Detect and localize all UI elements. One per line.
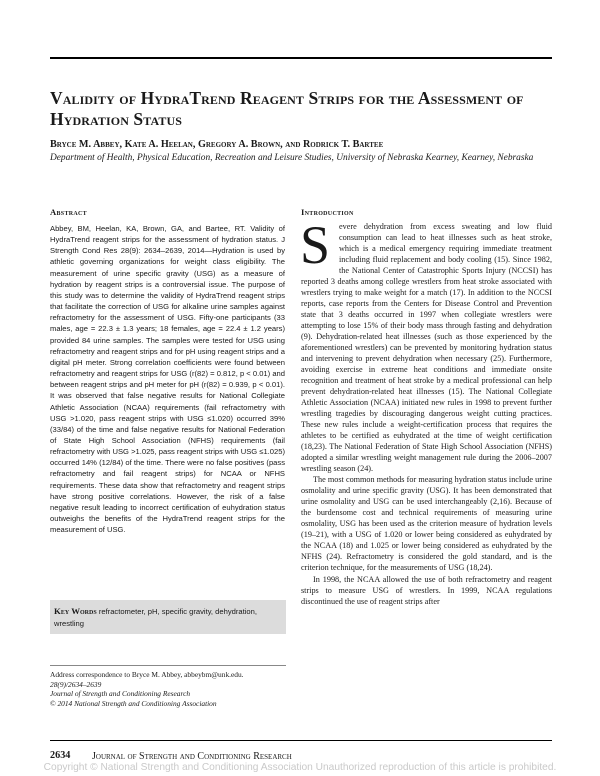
footer-journal: Journal of Strength and Conditioning Research — [92, 751, 292, 762]
header-rule — [50, 57, 552, 59]
introduction-body — [301, 221, 552, 607]
article-title: Validity of HydraTrend Reagent Strips for the Assessment of Hydration Status — [50, 88, 524, 129]
copyright-line: © 2014 National Strength and Conditioning Association — [50, 698, 217, 708]
copyright-watermark: Copyright © National Strength and Conditioning Association Unauthorized reproduction of this article is prohibited. — [43, 762, 557, 773]
abstract-heading: Abstract — [50, 207, 87, 217]
page-number: 2634 — [50, 750, 71, 761]
intro-paragraph-1 — [301, 221, 552, 474]
drop-cap: S — [300, 215, 331, 275]
citation: 28(9)/2634–2639 — [50, 679, 102, 689]
footnote-rule — [50, 665, 286, 666]
intro-paragraph-2: The most common methods for measuring hydration status include urine osmolality and urine specific gravity (USG). It has been demonstrated that urine osmolality and USG can be used interchangeably (2,16). Because of the burdensome cost and technical requirements of measuring urine osmolality, USG has been used as the criterion measure of hydration levels (19–21), with a USG of 1.020 or lower being considered as euhydrated by the NCAA (18) and 1.025 or lower being considered as euhydrated by the NFHS (24). Refractometry is considered the gold standard, and is the criterion technique, for the measurements of USG (18,24). — [301, 475, 552, 573]
correspondence-address: Address correspondence to Bryce M. Abbey, abbeybm@unk.edu. — [50, 670, 244, 679]
abstract-text: Abbey, BM, Heelan, KA, Brown, GA, and Bartee, RT. Validity of HydraTrend reagent strips for the assessment of hydration status. J Strength Cond Res 28(9): 2634–2639, 2014—Hydration is used by athletic governing organizations for weight class eligibility. The measurement of urine specific gravity (USG) as a measure of hydration by reagent strips is a controversial issue. The purpose of this study was to determine the validity of HydraTrend reagent strips that facilitate the correction of USG for alkaline urine samples against refractometry for the assessment of USG. Fifty-one participants (33 males, age = 22.3 ± 1.3 years; 18 females, age = 22.4 ± 1.2 years) provided 84 urine samples. The samples were tested for USG using refractometry and reagent strips and for pH using reagent strips and a digital pH meter. Strong correlation coefficients were found between refractometry and reagent strips for USG (r(82) = 0.812, p < 0.01) and between reagent strips and pH meter for pH (r(82) = 0.939, p < 0.01). It was observed that false negative results for National Collegiate Athletic Association (NCAA) requirements (fail refractometry with USG >1.020, pass reagent strips with USG ≤1.020) occurred 39% (33/84) of the time and false negative results for National Federation of State High School Association (NFHS) requirements (fail refractometry with USG >1.025, pass reagent strips with USG ≤1.025) occurred 14% (12/84) of the time. There were no false positives (pass refractometry and fail reagent strips) for NCAA or NFHS requirements. These data show that refractometry and reagent strips have strong positive correlations. However, the risk of a false negative result leading to incorrect certification of euhydration status outweighs the benefits of the HydraTrend reagent strips for the measurement of USG. — [50, 224, 285, 535]
keywords-text: refractometer, pH, specific gravity, dehydration, wrestling — [54, 607, 257, 628]
introduction-heading: Introduction — [301, 207, 354, 217]
affiliation: Department of Health, Physical Education, Recreation and Leisure Studies, University of Nebraska Kearney, Kearney, Nebraska — [50, 153, 534, 163]
keywords-label: Key Words — [54, 606, 97, 616]
footer-rule — [50, 740, 552, 741]
keywords — [54, 606, 282, 629]
journal-title: Journal of Strength and Conditioning Research — [50, 689, 191, 699]
intro-paragraph-3: In 1998, the NCAA allowed the use of both refractometry and reagent strips to measure USG of wrestlers. In 1999, NCAA regulations discontinued the use of reagent strips after — [301, 574, 552, 606]
correspondence-block — [50, 670, 290, 708]
intro-paragraph-1-text: evere dehydration from excess sweating and low fluid consumption can lead to heat illnesses such as heat stroke, which is a medical emergency requiring immediate treatment including fluid replacement and body cooling (15). Since 1982, the National Center of Catastrophic Sports Injury (NCCSI) has reported 3 deaths among college wrestlers from heat stroke associated with wrestlers trying to make weight for a match (17). In addition to the NCCSI reports, case reports from the Centers for Disease Control and Prevention state that 3 deaths occurred in 1997 when collegiate wrestlers were attempting to lose 15% of their body mass through fasting and dehydration (9). Dehydration-related heat illnesses (such as those experienced by the aforementioned wrestlers) can be prevented by monitoring hydration status and intervening to prevent dehydration when necessary (25). Furthermore, avoiding exercise in extreme heat conditions and immediate onsite recognition and treatment of heat stroke by a medical professional can help prevent dehydration-related heat illnesses (15). The National Collegiate Athletic Association (NCAA) initiated new rules in 1998 to prevent further wrestling tragedies by discouraging dangerous weight cutting practices. These new rules include a weight-certification process that requires the athletes to be certified as euhydrated at the time of weight certification (18,23). The National Federation of State High School Association (NFHS) adopted a similar wrestling weight management rule during the 2006–2007 wrestling season (24). — [301, 222, 552, 474]
author-list: Bryce M. Abbey, Kate A. Heelan, Gregory A. Brown, and Rodrick T. Bartee — [50, 139, 384, 150]
